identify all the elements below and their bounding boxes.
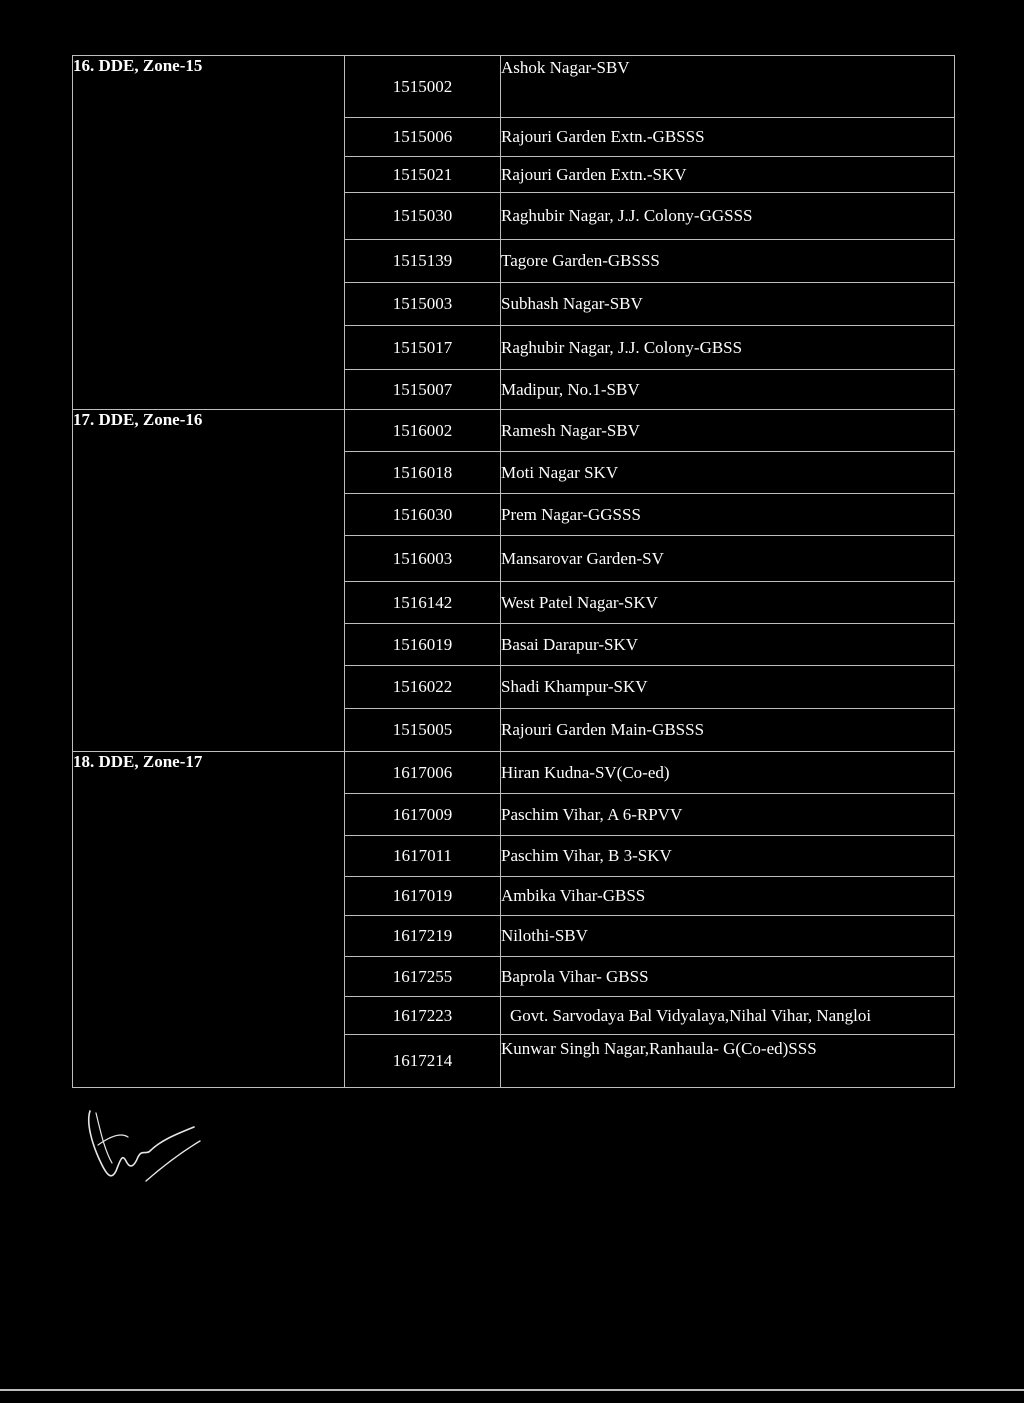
- school-code: 1516142: [345, 582, 501, 624]
- school-code: 1617009: [345, 794, 501, 836]
- school-name: Raghubir Nagar, J.J. Colony-GGSSS: [501, 193, 955, 240]
- zone-label: 18. DDE, Zone-17: [73, 752, 345, 1088]
- school-name: Prem Nagar-GGSSS: [501, 494, 955, 536]
- school-name: Madipur, No.1-SBV: [501, 370, 955, 410]
- school-code: 1516002: [345, 410, 501, 452]
- school-code: 1515017: [345, 326, 501, 370]
- school-code: 1515139: [345, 240, 501, 283]
- bottom-divider: [0, 1389, 1024, 1391]
- school-name: Rajouri Garden Main-GBSSS: [501, 709, 955, 752]
- school-code: 1516022: [345, 666, 501, 709]
- signature-mark: [82, 1105, 207, 1190]
- school-code: 1617006: [345, 752, 501, 794]
- school-name: Paschim Vihar, A 6-RPVV: [501, 794, 955, 836]
- zone-label: 17. DDE, Zone-16: [73, 410, 345, 752]
- school-name: West Patel Nagar-SKV: [501, 582, 955, 624]
- school-name: Ambika Vihar-GBSS: [501, 877, 955, 916]
- school-name: Rajouri Garden Extn.-SKV: [501, 157, 955, 193]
- school-code: 1617011: [345, 836, 501, 877]
- school-code: 1617214: [345, 1035, 501, 1088]
- school-table: [72, 55, 955, 1088]
- table-row: [73, 56, 955, 118]
- school-code: 1515030: [345, 193, 501, 240]
- school-code: 1617223: [345, 997, 501, 1035]
- school-name: Raghubir Nagar, J.J. Colony-GBSS: [501, 326, 955, 370]
- school-code: 1515021: [345, 157, 501, 193]
- zone-label: 16. DDE, Zone-15: [73, 56, 345, 410]
- school-name: Hiran Kudna-SV(Co-ed): [501, 752, 955, 794]
- school-code: 1515003: [345, 283, 501, 326]
- school-name: Moti Nagar SKV: [501, 452, 955, 494]
- school-name: Kunwar Singh Nagar,Ranhaula- G(Co-ed)SSS: [501, 1035, 955, 1088]
- school-name: Subhash Nagar-SBV: [501, 283, 955, 326]
- school-code: 1516030: [345, 494, 501, 536]
- school-code: 1617019: [345, 877, 501, 916]
- school-name: Paschim Vihar, B 3-SKV: [501, 836, 955, 877]
- school-name: Ashok Nagar-SBV: [501, 56, 955, 118]
- school-code: 1515005: [345, 709, 501, 752]
- school-code: 1515002: [345, 56, 501, 118]
- school-name: Ramesh Nagar-SBV: [501, 410, 955, 452]
- school-code: 1617219: [345, 916, 501, 957]
- school-code: 1617255: [345, 957, 501, 997]
- table-row: [73, 752, 955, 794]
- school-code: 1516019: [345, 624, 501, 666]
- school-name: Basai Darapur-SKV: [501, 624, 955, 666]
- school-name: Rajouri Garden Extn.-GBSSS: [501, 118, 955, 157]
- school-name: Tagore Garden-GBSSS: [501, 240, 955, 283]
- school-name: Shadi Khampur-SKV: [501, 666, 955, 709]
- school-code: 1515007: [345, 370, 501, 410]
- school-name: Nilothi-SBV: [501, 916, 955, 957]
- table-row: [73, 410, 955, 452]
- school-code: 1515006: [345, 118, 501, 157]
- school-name: Mansarovar Garden-SV: [501, 536, 955, 582]
- school-name: Govt. Sarvodaya Bal Vidyalaya,Nihal Vihar, Nangloi: [501, 997, 955, 1035]
- school-code: 1516018: [345, 452, 501, 494]
- school-code: 1516003: [345, 536, 501, 582]
- school-name: Baprola Vihar- GBSS: [501, 957, 955, 997]
